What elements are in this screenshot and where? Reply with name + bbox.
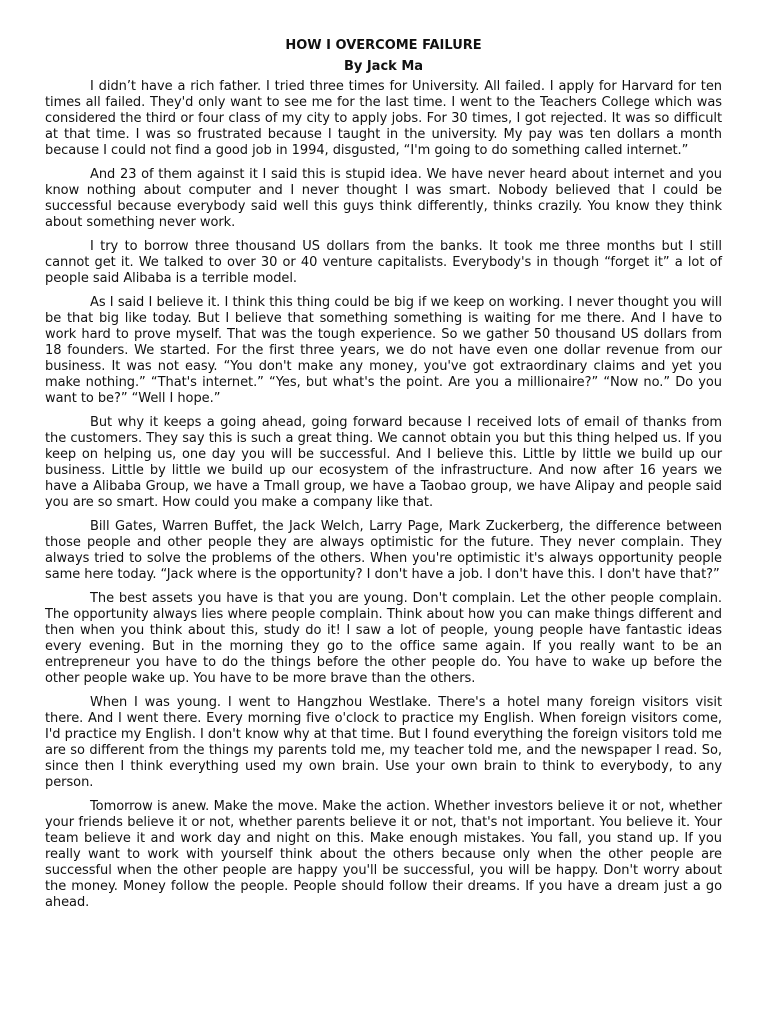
paragraph-1: I didn’t have a rich father. I tried three times for University. All failed. I apply for Harvard for ten times all failed. They'd only want to see me for the last time. I went to the Teachers College which was considered the third or four class of my city to apply jobs. For 30 times, I got rejected. It was so difficult at that time. I was so frustrated because I taught in the university. My pay was ten dollars a month because I could not find a good job in 1994, disgusted, “I'm going to do something called internet.” bbox=[45, 79, 722, 158]
paragraph-2: And 23 of them against it I said this is stupid idea. We have never heard about internet and you know nothing about computer and I never thought I was smart. Nobody believed that I could be successful because everybody said well this guys think differently, thinks crazily. You know they think about something never work. bbox=[45, 167, 722, 230]
paragraph-6: Bill Gates, Warren Buffet, the Jack Welch, Larry Page, Mark Zuckerberg, the difference between those people and other people they are always optimistic for the future. They never complain. They always tried to solve the problems of the others. When you're optimistic it's always opportunity people same here today. “Jack where is the opportunity? I don't have a job. I don't have this. I don't have that?” bbox=[45, 519, 722, 582]
paragraph-9: Tomorrow is anew. Make the move. Make the action. Whether investors believe it or not, whether your friends believe it or not, whether parents believe it or not, that's not important. You believe it. Your team believe it and work day and night on this. Make enough mistakes. You fall, you stand up. If you really want to work with yourself think about the others because only when the other people are successful when the other people are happy you'll be successful, you will be happy. Don't worry about the money. Money follow the people. People should follow their dreams. If you have a dream just a go ahead. bbox=[45, 799, 722, 910]
document-author: By Jack Ma bbox=[343, 59, 424, 74]
document-title: HOW I OVERCOME FAILURE bbox=[285, 38, 482, 53]
paragraph-5: But why it keeps a going ahead, going forward because I received lots of email of thanks from the customers. They say this is such a great thing. We cannot obtain you but this thing helped us. If you keep on helping us, one day you will be successful. And I believe this. Little by little we build up our business. Little by little we build up our ecosystem of the infrastructure. And now after 16 years we have a Alibaba Group, we have a Tmall group, we have a Taobao group, we have Alipay and people said you are so smart. How could you make a company like that. bbox=[45, 415, 722, 510]
paragraph-7: The best assets you have is that you are young. Don't complain. Let the other people complain. The opportunity always lies where people complain. Think about how you can make things different and then when you think about this, study do it! I saw a lot of people, young people have fantastic ideas every evening. But in the morning they go to the office same again. If you really want to be an entrepreneur you have to do the things before the other people do. You have to wake up before the other people wake up. You have to be more brave than the others. bbox=[45, 591, 722, 686]
paragraph-4: As I said I believe it. I think this thing could be big if we keep on working. I never thought you will be that big like today. But I believe that something something is waiting for me there. And I have to work hard to prove myself. That was the tough experience. So we gather 50 thousand US dollars from 18 founders. We started. For the first three years, we do not have even one dollar revenue from our business. It was not easy. “You don't make any money, you've got extraordinary claims and yet you make nothing.” “That's internet.” “Yes, but what's the point. Are you a millionaire?” “Now no.” Do you want to be?” “Well I hope.” bbox=[45, 295, 722, 406]
paragraph-3: I try to borrow three thousand US dollars from the banks. It took me three months but I still cannot get it. We talked to over 30 or 40 venture capitalists. Everybody's in though “forget it” a lot of people said Alibaba is a terrible model. bbox=[45, 239, 722, 286]
paragraph-8: When I was young. I went to Hangzhou Westlake. There's a hotel many foreign visitors visit there. And I went there. Every morning five o'clock to practice my English. When foreign visitors come, I'd practice my English. I don't know why at that time. But I found everything the foreign visitors told me are so different from the things my parents told me, my teacher told me, and the newspaper I read. So, since then I think everything used my own brain. Use your own brain to think to everybody, to any person. bbox=[45, 695, 722, 790]
